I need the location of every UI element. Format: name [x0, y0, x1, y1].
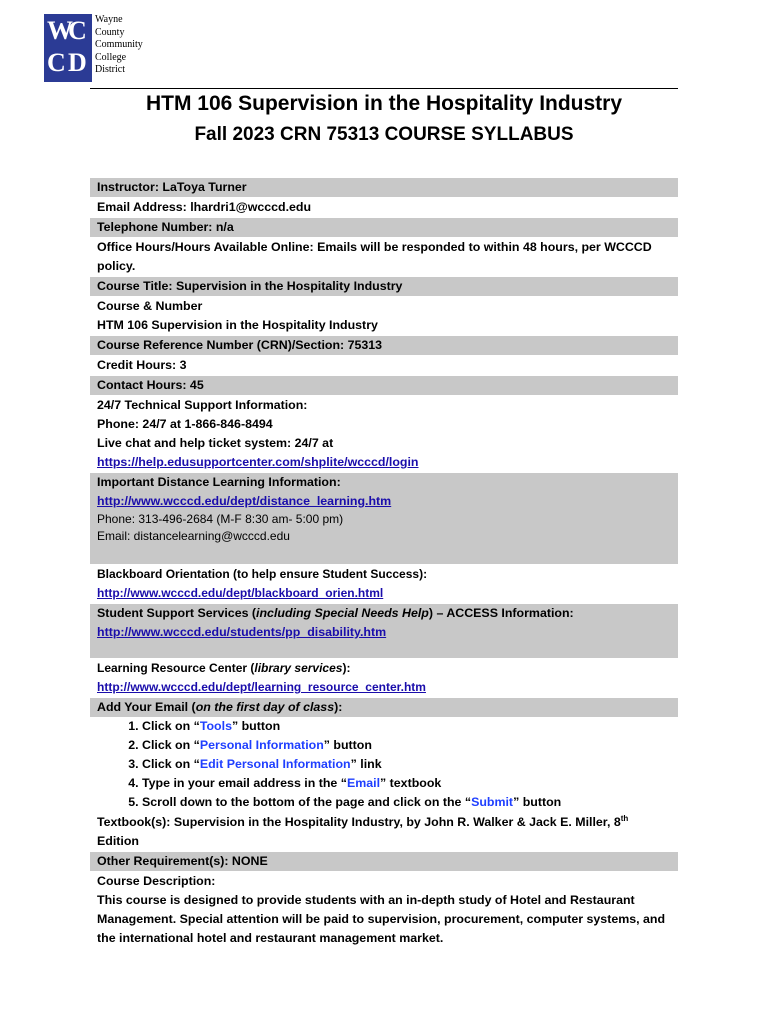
student-support-link[interactable]: http://www.wcccd.edu/students/pp_disability.htm: [97, 625, 387, 639]
course-description-body: This course is designed to provide students with an in-depth study of Hotel and Restaurant Management. Special attention will be paid to supervision, procurement, computer systems, and the international hotel and restaurant management market.: [97, 893, 666, 945]
lrc-link[interactable]: http://www.wcccd.edu/dept/learning_resource_center.htm: [97, 680, 426, 694]
blackboard-link[interactable]: http://www.wcccd.edu/dept/blackboard_orien.html: [97, 586, 384, 600]
add-email-row: [90, 698, 678, 813]
lrc-heading: Learning Resource Center (library services):: [97, 661, 351, 675]
list-item: 4. Type in your email address in the “Email” textbook: [142, 774, 678, 793]
course-title-row: Course Title: Supervision in the Hospitality Industry: [90, 277, 678, 297]
syllabus-subtitle: Fall 2023 CRN 75313 COURSE SYLLABUS: [194, 124, 574, 145]
list-item: 1. Click on “Tools” button: [142, 717, 678, 736]
credit-hours-row: Credit Hours: 3: [90, 356, 678, 376]
tech-support-chat: Live chat and help ticket system: 24/7 at: [97, 436, 334, 450]
logo-letter: D: [68, 48, 87, 77]
crn-row: Course Reference Number (CRN)/Section: 75313: [90, 336, 678, 356]
distance-learning-heading: Important Distance Learning Information:: [97, 475, 341, 489]
course-number-value: HTM 106 Supervision in the Hospitality Industry: [97, 318, 378, 332]
course-title: HTM 106 Supervision in the Hospitality Industry: [145, 92, 623, 115]
logo-letter: C: [47, 48, 66, 77]
phone-row: Telephone Number: n/a: [90, 218, 678, 238]
course-number-label: Course & Number: [97, 299, 203, 313]
list-item: 2. Click on “Personal Information” button: [142, 736, 678, 755]
tech-support-heading: 24/7 Technical Support Information:: [97, 398, 308, 412]
logo-text: Wayne County Community College District: [95, 14, 143, 75]
add-email-heading: Add Your Email (on the first day of class):: [97, 700, 343, 714]
distance-learning-phone: Phone: 313-496-2684 (M-F 8:30 am- 5:00 pm): [97, 512, 344, 526]
office-hours-row: Office Hours/Hours Available Online: Emails will be responded to within 48 hours, per WCCCD policy.: [90, 238, 678, 277]
contact-hours-row: Contact Hours: 45: [90, 376, 678, 396]
blackboard-row: [90, 565, 678, 604]
tech-support-phone: Phone: 24/7 at 1-866-846-8494: [97, 417, 273, 431]
logo-mark: [44, 14, 92, 82]
course-description-row: [90, 872, 678, 949]
blackboard-heading: Blackboard Orientation (to help ensure Student Success):: [97, 567, 428, 581]
textbook-row: [90, 813, 678, 852]
logo-letter: C: [68, 16, 87, 45]
add-email-steps: [90, 717, 678, 812]
distance-learning-link[interactable]: http://www.wcccd.edu/dept/distance_learning.htm: [97, 494, 392, 508]
top-divider: [90, 88, 678, 89]
tech-support-link[interactable]: https://help.edusupportcenter.com/shplite/wcccd/login: [97, 455, 419, 469]
lrc-row: [90, 659, 678, 698]
syllabus-table: [90, 178, 678, 949]
other-requirements-row: Other Requirement(s): NONE: [90, 852, 678, 872]
distance-learning-email: Email: distancelearning@wcccd.edu: [97, 529, 290, 543]
course-number-row: [90, 297, 678, 336]
logo-letter: W: [47, 16, 73, 45]
textbook-edition: Edition: [97, 834, 139, 848]
instructor-row: Instructor: LaToya Turner: [90, 178, 678, 198]
distance-learning-row: [90, 473, 678, 565]
course-description-heading: Course Description:: [97, 874, 216, 888]
student-support-row: [90, 604, 678, 659]
college-logo: [44, 14, 162, 84]
email-row: Email Address: lhardri1@wcccd.edu: [90, 198, 678, 218]
list-item: 5. Scroll down to the bottom of the page and click on the “Submit” button: [142, 793, 678, 812]
list-item: 3. Click on “Edit Personal Information” link: [142, 755, 678, 774]
textbook-text: Textbook(s): Supervision in the Hospitality Industry, by John R. Walker & Jack E. Miller, 8th: [97, 813, 629, 829]
student-support-heading: Student Support Services (including Special Needs Help) – ACCESS Information:: [97, 606, 574, 620]
tech-support-row: [90, 396, 678, 473]
